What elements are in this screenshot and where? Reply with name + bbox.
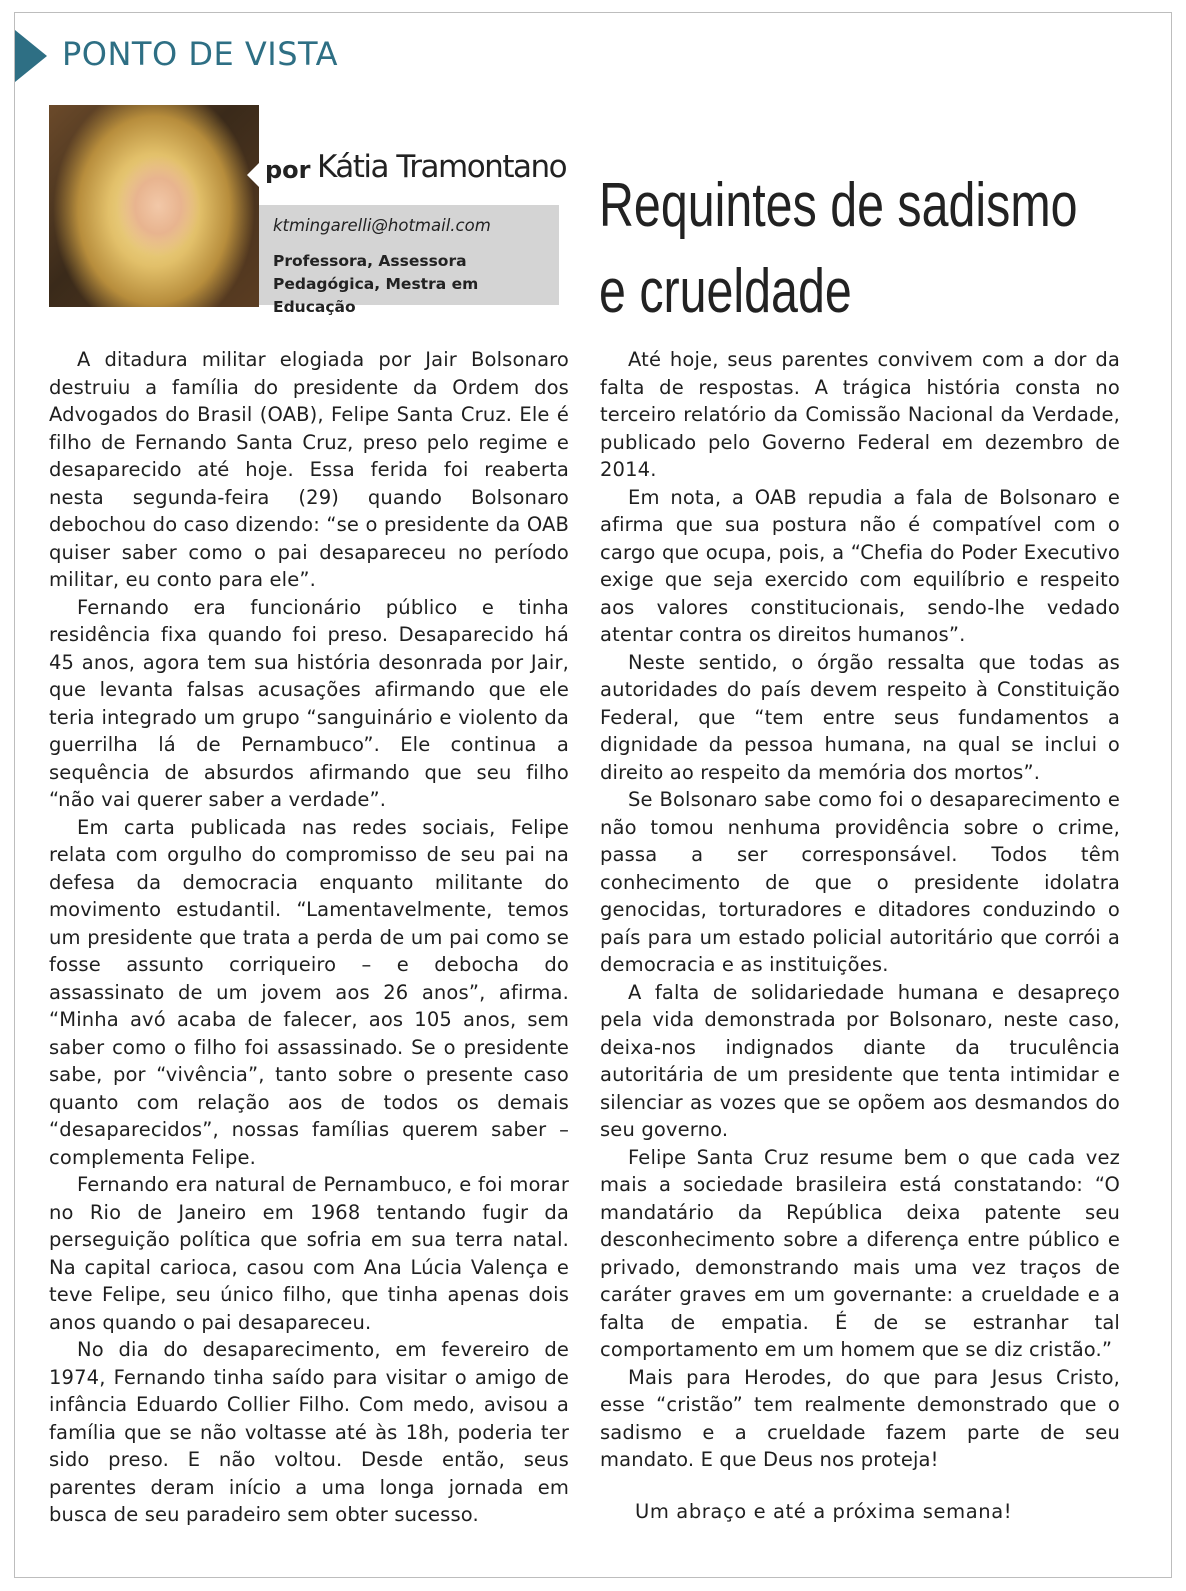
- paragraph: Se Bolsonaro sabe como foi o desaparecimento e não tomou nenhuma providência sobre o crime, passa a ser corresponsável. Todos têm conhecimento de que o presidente idolatra genocidas, torturadores e ditadores conduzindo o país para um estado policial autoritário que corrói a democracia e as instituições.: [600, 788, 1120, 976]
- paragraph: A ditadura militar elogiada por Jair Bolsonaro destruiu a família do presidente da Ordem dos Advogados do Brasil (OAB), Felipe Santa Cruz. Ele é filho de Fernando Santa Cruz, preso pelo regime e desaparecido até hoje. Essa ferida foi reaberta nesta segunda-feira (29) quando Bolsonaro debochou do caso dizendo: “se o presidente da OAB quiser saber como o pai desapareceu no período militar, eu conto para ele”.: [49, 348, 569, 591]
- paragraph: Felipe Santa Cruz resume bem o que cada vez mais a sociedade brasileira está constatando: “O mandatário da República deixa patente seu desconhecimento sobre a diferença entre público e privado, demonstrando mais uma vez traços de caráter graves em um governante: a crueldade e a falta de empatia. É de se estranhar tal comportamento em um homem que se diz cristão.”: [600, 1145, 1120, 1361]
- author-description: Professora, Assessora Pedagógica, Mestra em Educação: [273, 252, 479, 316]
- paragraph: Fernando era natural de Pernambuco, e foi morar no Rio de Janeiro em 1968 tentando fugir da perseguição política que sofria em sua terra natal. Na capital carioca, casou com Ana Lúcia Valença e teve Felipe, seu único filho, que tinha apenas dois anos quando o pai desapareceu.: [49, 1173, 569, 1334]
- paragraph: Até hoje, seus parentes convivem com a dor da falta de respostas. A trágica história consta no terceiro relatório da Comissão Nacional da Verdade, publicado pelo Governo Federal em dezembro de 2014.: [600, 348, 1120, 481]
- author-bio-box: [259, 205, 559, 316]
- section-title: PONTO DE VISTA: [62, 35, 338, 73]
- newspaper-page: [14, 12, 1172, 1578]
- headline-line-2: e crueldade: [599, 257, 852, 326]
- headline-line-1: Requintes de sadismo: [599, 171, 1078, 240]
- paragraph: Fernando era funcionário público e tinha residência fixa quando foi preso. Desaparecido há 45 anos, agora tem sua história desonrada por Jair, que levanta falsas acusações afirmando que ele teria integrado um grupo “sanguinário e violento da guerrilha lá de Pernambuco”. Ele continua a sequência de absurdos afirmando que seu filho “não vai querer saber a verdade”.: [49, 595, 569, 811]
- paragraph: A falta de solidariedade humana e desapreço pela vida demonstrada por Bolsonaro, neste caso, deixa-nos indignados diante da truculência autoritária de um presidente que tenta intimidar e silenciar as vozes que se opõem aos desmandos do seu governo.: [600, 980, 1120, 1141]
- author-email[interactable]: ktmingarelli@hotmail.com: [273, 216, 491, 235]
- paragraph: Neste sentido, o órgão ressalta que todas as autoridades do país devem respeito à Constituição Federal, que “tem entre seus fundamentos a dignidade da pessoa humana, na qual se inclui o direito ao respeito da memória dos mortos”.: [600, 650, 1120, 784]
- article-headline: [599, 163, 1078, 335]
- paragraph: Em nota, a OAB repudia a fala de Bolsonaro e afirma que sua postura não é compatível com o cargo que ocupa, pois, a “Chefia do Poder Executivo exige que seja exercido com equilíbrio e respeito aos valores constitucionais, sendo-lhe vedado atentar contra os direitos humanos”.: [600, 485, 1120, 646]
- paragraph: No dia do desaparecimento, em fevereiro de 1974, Fernando tinha saído para visitar o amigo de infância Eduardo Collier Filho. Com medo, avisou a família que se não voltasse até às 18h, poderia ter sido preso. E não voltou. Desde então, seus parentes deram início a uma longa jornada em busca de seu paradeiro sem obter sucesso.: [49, 1338, 569, 1526]
- author-photo: [49, 105, 259, 307]
- signoff: Um abraço e até a próxima semana!: [635, 1500, 1013, 1523]
- body-column-left: [49, 346, 569, 1529]
- author-name: Kátia Tramontano: [317, 149, 567, 185]
- byline-prefix: por: [265, 156, 311, 184]
- paragraph: Em carta publicada nas redes sociais, Felipe relata com orgulho do compromisso de seu pai na defesa da democracia enquanto militante do movimento estudantil. “Lamentavelmente, temos um presidente que trata a perda de um pai como se fosse assunto corriqueiro – e debocha do assassinato de um jovem aos 26 anos”, afirma. “Minha avó acaba de falecer, aos 105 anos, sem saber como o filho foi assassinado. Se o presidente sabe, por “vivência”, tanto sobre o presente caso quanto com relação aos de todos os demais “desaparecidos”, nossas famílias querem saber – complementa Felipe.: [49, 815, 569, 1169]
- section-arrow-icon: [15, 30, 47, 82]
- photo-notch-icon: [247, 163, 259, 187]
- paragraph: Mais para Herodes, do que para Jesus Cristo, esse “cristão” tem realmente demonstrado que o sadismo e a crueldade fazem parte de seu mandato. E que Deus nos proteja!: [600, 1365, 1120, 1471]
- body-column-right: [600, 346, 1120, 1474]
